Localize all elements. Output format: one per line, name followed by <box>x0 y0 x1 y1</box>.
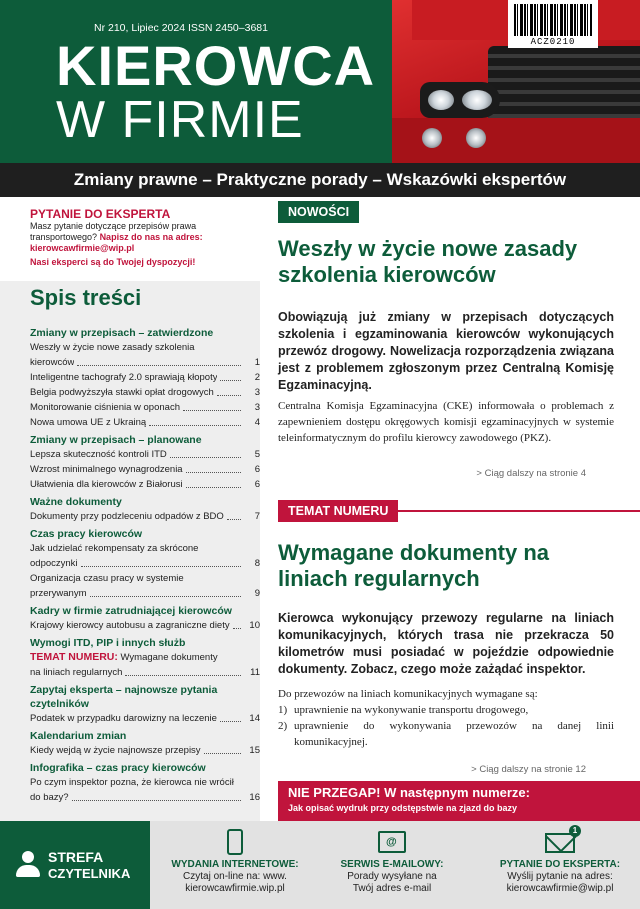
toc-entry-text: Ułatwienia dla kierowców z Białorusi <box>30 479 183 490</box>
toc-entry[interactable] <box>30 477 260 492</box>
toc-entry-line <box>30 541 260 556</box>
toc-leader-dots <box>186 487 241 488</box>
toc-section-heading: Zapytaj eksperta – najnowsze pytania czytelników <box>30 684 218 710</box>
footer-online <box>160 821 310 909</box>
toc-page-number: 10 <box>249 620 260 631</box>
email-monitor-icon <box>378 831 406 853</box>
toc-entry-text: na liniach regularnych <box>30 667 123 678</box>
news-badge: NOWOŚCI <box>278 201 359 223</box>
toc-entry[interactable] <box>30 586 260 601</box>
toc-entry-text: odpoczynki <box>30 558 78 569</box>
toc-entry-text: kierowców <box>30 357 75 368</box>
article1-lead: Obowiązują już zmiany w przepisach dotyczących szkolenia i egzaminowania kierowców wykonujących przewóz drogowy. Nowelizacja rozporządzenia związana jest z problemem zgłoszonym przez Centralną Komisję Egzaminacyjną. <box>278 310 614 392</box>
toc-entry-text-start: Jak udzielać rekompensaty za skrócone <box>30 543 199 554</box>
article2-lead: Kierowca wykonujący przewozy regularne na liniach komunikacyjnych, których trasa nie przekracza 50 kilometrów musi posiadać w pojeździe odpowiednie dokumenty. Zobacz, czego może zażądać inspektor. <box>278 611 614 676</box>
article2-headline[interactable]: Wymagane dokumenty na liniach regularnych <box>278 540 549 591</box>
topic-badge: TEMAT NUMERU <box>278 500 398 522</box>
toc-page-number: 2 <box>254 372 260 383</box>
article1-continued-link[interactable]: > Ciąg dalszy na stronie 4 <box>476 468 586 479</box>
toc-entry[interactable] <box>30 462 260 477</box>
footer <box>0 821 640 909</box>
footer-ask-expert <box>480 821 640 909</box>
toc-leader-dots <box>125 675 241 676</box>
toc-section-heading: Czas pracy kierowców <box>30 528 143 540</box>
expert-text <box>30 221 230 254</box>
toc-page-number: 1 <box>254 357 260 368</box>
toc-page-number: 11 <box>250 667 260 678</box>
magazine-title-line1: KIEROWCA <box>56 34 376 97</box>
toc-entry[interactable] <box>30 370 260 385</box>
footer-email-line1: Porady wysyłane na <box>347 871 437 882</box>
toc-page-number: 6 <box>254 464 260 475</box>
toc-leader-dots <box>81 566 241 567</box>
issue-line: Nr 210, Lipiec 2024 ISSN 2450–3681 <box>94 22 268 34</box>
toc-title: Spis treści <box>30 285 142 310</box>
barcode-code: ACZ0210 <box>530 37 576 47</box>
toc-entry[interactable] <box>30 355 260 370</box>
toc-entry-text-start: Wymagane dokumenty <box>120 652 218 663</box>
toc-page-number: 15 <box>249 745 260 756</box>
toc-entry[interactable] <box>30 556 260 571</box>
toc-entry-text: do bazy? <box>30 792 69 803</box>
toc-section-heading: Zmiany w przepisach – zatwierdzone <box>30 327 214 339</box>
article2-continued-link[interactable]: > Ciąg dalszy na stronie 12 <box>471 764 586 775</box>
toc-leader-dots <box>72 800 241 801</box>
article2-body-intro: Do przewozów na liniach komunikacyjnych wymagane są: <box>278 688 538 700</box>
toc-leader-dots <box>204 753 241 754</box>
notification-badge: 1 <box>569 825 581 837</box>
footer-email-heading: SERWIS E-MAILOWY: <box>340 859 444 870</box>
expert-note: Nasi eksperci są do Twojej dyspozycji! <box>30 257 196 267</box>
toc-section-heading: Zmiany w przepisach – planowane <box>30 434 202 446</box>
article1-headline[interactable]: Weszły w życie nowe zasady szkolenia kierowców <box>278 236 578 287</box>
toc-page-number: 3 <box>254 387 260 398</box>
toc-page-number: 6 <box>254 479 260 490</box>
toc-leader-dots <box>233 628 241 629</box>
toc-page-number: 4 <box>254 417 260 428</box>
toc-leader-dots <box>149 425 241 426</box>
list-text: uprawnienie do wykonywania przewozów na danej linii komunikacyjnej. <box>294 720 614 748</box>
section-divider <box>370 510 640 512</box>
toc-entry-text: Kiedy wejdą w życie najnowsze przepisy <box>30 745 201 756</box>
toc-page-number: 5 <box>254 449 260 460</box>
toc-entry[interactable] <box>30 665 260 680</box>
toc-section-heading: Ważne dokumenty <box>30 496 122 508</box>
mail-icon <box>545 826 578 853</box>
toc-entry-text: Wzrost minimalnego wynagrodzenia <box>30 464 183 475</box>
phone-icon <box>227 829 243 855</box>
footer-ask-email-link[interactable]: kierowcawfirmie@wip.pl <box>506 883 614 894</box>
list-item <box>278 718 614 750</box>
expert-box <box>0 197 260 281</box>
toc-entry[interactable] <box>30 385 260 400</box>
reader-zone-line1: STREFA <box>48 849 104 865</box>
toc-page-number: 8 <box>254 558 260 569</box>
at-glyph: @ <box>386 836 397 848</box>
toc-entry[interactable] <box>30 509 260 524</box>
toc-section-heading: Kalendarium zmian <box>30 730 127 742</box>
article2-body <box>278 686 614 750</box>
toc-entry-text: Monitorowanie ciśnienia w oponach <box>30 402 180 413</box>
tagline: Zmiany prawne – Praktyczne porady – Wskazówki ekspertów <box>0 163 640 197</box>
toc-entry-text: Nowa umowa UE z Ukrainą <box>30 417 147 428</box>
toc-leader-dots <box>183 410 241 411</box>
table-of-contents <box>30 323 260 805</box>
footer-email-service <box>322 821 462 909</box>
list-number: 2) <box>278 720 288 732</box>
footer-online-heading: WYDANIA INTERNETOWE: <box>171 859 299 870</box>
toc-leader-dots <box>186 472 241 473</box>
toc-section-heading: Wymogi ITD, PIP i innych służb <box>30 637 186 649</box>
toc-leader-dots <box>220 380 241 381</box>
barcode-bars <box>514 4 592 36</box>
reader-zone-line2: CZYTELNIKA <box>48 866 131 881</box>
toc-section-heading: Infografika – czas pracy kierowców <box>30 762 206 774</box>
footer-online-link[interactable]: kierowcawfirmie.wip.pl <box>185 883 285 894</box>
toc-leader-dots <box>170 457 241 458</box>
toc-entry[interactable] <box>30 447 260 462</box>
next-issue-title: NIE PRZEGAP! W następnym numerze: <box>288 785 530 800</box>
toc-entry-text: Belgia podwyższyła stawki opłat drogowych <box>30 387 214 398</box>
magazine-title-line2: W FIRMIE <box>56 91 304 149</box>
toc-entry-text: Dokumenty przy podzleceniu odpadów z BDO <box>30 511 224 522</box>
toc-entry-text-start: Organizacja czasu pracy w systemie <box>30 573 184 584</box>
toc-leader-dots <box>220 721 241 722</box>
toc-topic-label: TEMAT NUMERU: <box>30 651 118 663</box>
toc-entry-line <box>30 775 260 790</box>
toc-entry-line <box>30 650 260 665</box>
footer-email-line2: Twój adres e-mail <box>352 883 432 894</box>
truck-foglamp <box>466 128 486 148</box>
toc-page-number: 7 <box>254 511 260 522</box>
next-issue-subtitle: Jak opisać wydruk przy odstępstwie na zjazd do bazy <box>288 803 518 813</box>
next-issue-banner <box>278 781 640 821</box>
toc-entry-text-start: Po czym inspektor pozna, że kierowca nie wrócił <box>30 777 234 788</box>
reader-zone <box>0 821 150 909</box>
truck-foglamp <box>422 128 442 148</box>
expert-title: PYTANIE DO EKSPERTA <box>30 207 171 221</box>
list-text: uprawnienie na wykonywanie transportu drogowego, <box>294 704 529 716</box>
toc-entry[interactable] <box>30 618 260 633</box>
toc-entry-text: przerywanym <box>30 588 87 599</box>
toc-leader-dots <box>90 596 242 597</box>
toc-page-number: 14 <box>249 713 260 724</box>
expert-text-plain: Masz pytanie dotyczące przepisów prawa transportowego? <box>30 221 197 242</box>
footer-ask-heading: PYTANIE DO EKSPERTA: <box>499 859 621 870</box>
toc-page-number: 3 <box>254 402 260 413</box>
truck-headlamp <box>420 82 500 118</box>
toc-entry-line <box>30 571 260 586</box>
toc-entry-text: Lepsza skuteczność kontroli ITD <box>30 449 167 460</box>
toc-entry-text: Podatek w przypadku darowizny na leczenie <box>30 713 217 724</box>
toc-entry[interactable] <box>30 743 260 758</box>
toc-leader-dots <box>227 519 241 520</box>
toc-entry-text: Inteligentne tachografy 2.0 sprawiają kłopoty <box>30 372 218 383</box>
list-number: 1) <box>278 704 288 716</box>
toc-entry-text-start: Weszły w życie nowe zasady szkolenia <box>30 342 195 353</box>
toc-leader-dots <box>77 365 241 366</box>
toc-leader-dots <box>217 395 241 396</box>
article1-body: Centralna Komisja Egzaminacyjna (CKE) informowała o problemach z zapewnieniem dostępu okręgowych komisji egzaminacyjnych w systemie teleinformatycznym do profilu kierowcy zawodowego (PKZ). <box>278 400 614 444</box>
toc-entry-line <box>30 340 260 355</box>
left-column <box>0 197 260 821</box>
toc-entry[interactable] <box>30 415 260 430</box>
toc-page-number: 16 <box>249 792 260 803</box>
barcode <box>508 0 598 48</box>
list-item <box>278 702 614 718</box>
masthead <box>0 0 640 163</box>
toc-entry-text: Krajowy kierowcy autobusu a zagraniczne diety <box>30 620 230 631</box>
toc-entry[interactable] <box>30 790 260 805</box>
toc-entry[interactable] <box>30 400 260 415</box>
footer-online-line1: Czytaj on-line na: www. <box>183 871 287 882</box>
toc-entry[interactable] <box>30 711 260 726</box>
toc-page-number: 9 <box>254 588 260 599</box>
expert-email-link[interactable]: Napisz do nas na adres: kierowcawfirmie@wip.pl <box>30 232 203 253</box>
toc-section-heading: Kadry w firmie zatrudniającej kierowców <box>30 605 232 617</box>
footer-ask-line1: Wyślij pytanie na adres: <box>507 871 613 882</box>
person-icon <box>16 851 40 877</box>
